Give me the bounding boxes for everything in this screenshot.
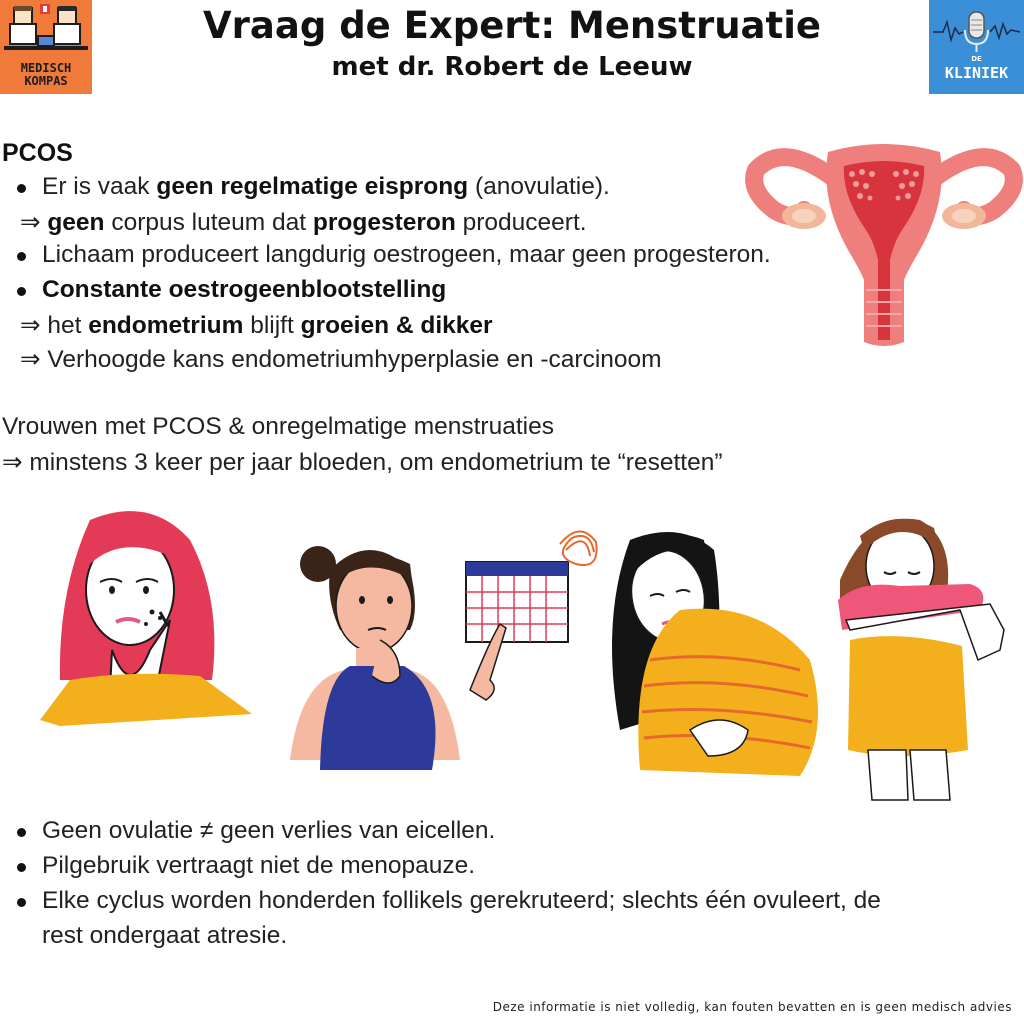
woman-calendar-illustration [290,531,597,770]
advice-line-1: Vrouwen met PCOS & onregelmatige menstruaties [2,413,554,440]
fact-line-2: Pilgebruik vertraagt niet de menopauze. [42,852,476,879]
fact-line-1: Geen ovulatie ≠ geen verlies van eicellen. [42,817,496,844]
bullet-icon [17,898,26,907]
woman-sitting-illustration [838,519,1004,800]
logo-right-label: KLINIEK [944,64,1009,82]
doctors-pixel-icon [0,0,92,60]
bullet-icon [17,863,26,872]
medisch-kompas-logo [0,0,92,94]
bullet-icon [17,828,26,837]
logo-right-small: DE [971,55,982,63]
microphone-icon [929,0,1024,55]
page-title: Vraag de Expert: Menstruatie [203,4,821,47]
logo-left-line1: MEDISCH [20,61,72,75]
bullet-icon [17,184,26,193]
logo-left-line2: KOMPAS [24,74,68,88]
pcos-line-1: Er is vaak geen regelmatige eisprong (anovulatie). [42,173,610,200]
pcos-line-6: ⇒ Verhoogde kans endometriumhyperplasie en -carcinoom [20,346,662,373]
bullet-icon [17,287,26,296]
illustrations-row [0,500,1024,820]
pcos-line-3: Lichaam produceert langdurig oestrogeen, maar geen progesteron. [42,241,771,268]
pcos-line-5: ⇒ het endometrium blijft groeien & dikker [20,312,493,339]
woman-cramps-illustration [612,532,818,776]
advice-line-2: ⇒ minstens 3 keer per jaar bloeden, om endometrium te “resetten” [2,449,723,476]
page-subtitle: met dr. Robert de Leeuw [331,52,693,82]
pcos-line-2: ⇒ geen corpus luteum dat progesteron produceert. [20,209,587,236]
pcos-line-4: Constante oestrogeenblootstelling [42,276,447,303]
pcos-heading: PCOS [2,139,73,167]
fact-line-3: Elke cyclus worden honderden follikels gerekruteerd; slechts één ovuleert, de [42,887,881,914]
woman-acne-illustration [40,511,252,726]
disclaimer: Deze informatie is niet volledig, kan fouten bevatten en is geen medisch advies [492,1000,1012,1014]
bullet-icon [17,252,26,261]
de-kliniek-logo [929,0,1024,94]
uterus-illustration [744,130,1024,350]
fact-line-4: rest ondergaat atresie. [42,922,288,949]
